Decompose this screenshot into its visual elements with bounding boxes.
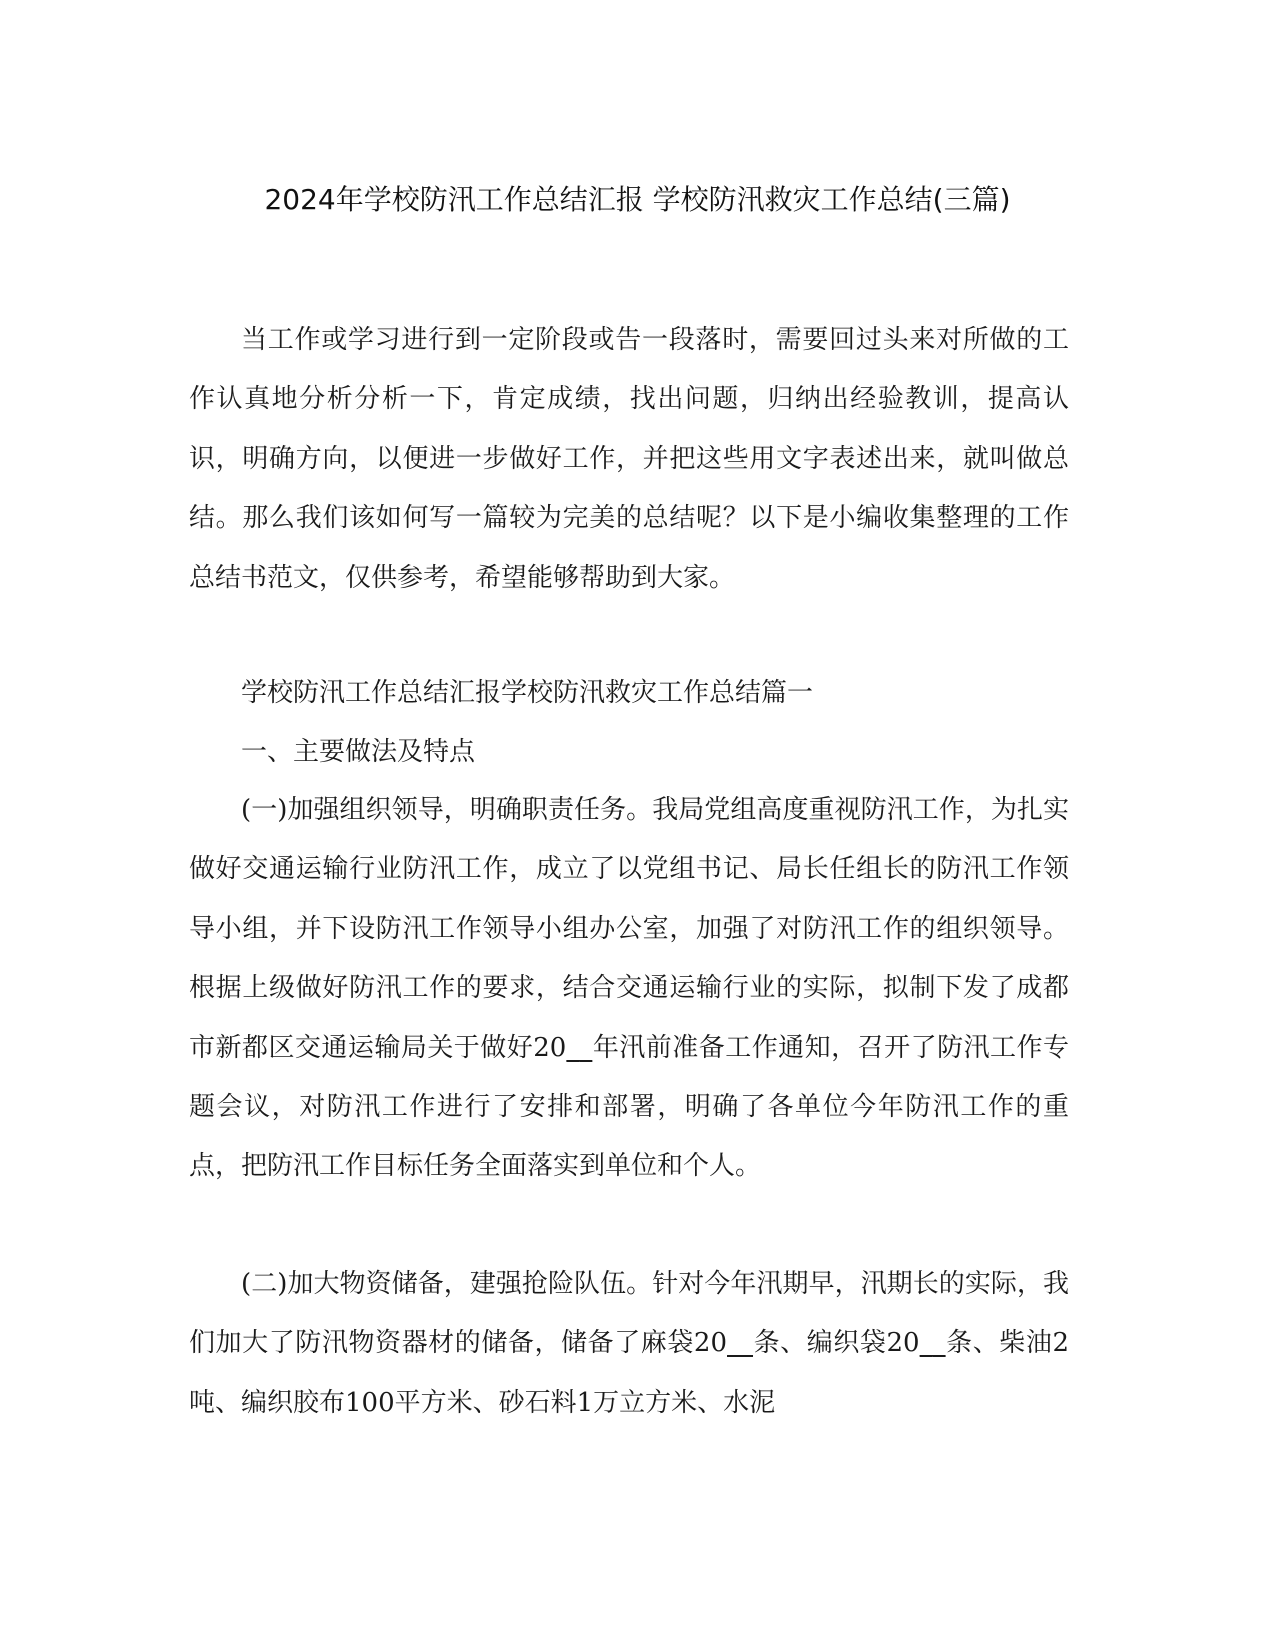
document-title: 2024年学校防汛工作总结汇报 学校防汛救灾工作总结(三篇) (264, 183, 1011, 216)
fill-blank: __ (919, 1328, 946, 1359)
subheading: 一、主要做法及特点 (241, 737, 476, 767)
paragraph-one-text (189, 781, 1069, 1197)
paragraph-two-part-b: 条、编织袋20 (753, 1328, 920, 1359)
paragraph-two (189, 1255, 1069, 1433)
paragraph-one-part-b: 年汛前准备工作通知，召开了防汛工作专题会议，对防汛工作进行了安排和部署，明确了各单位今年防汛工作的重点，把防汛工作目标任务全面落实到单位和个人。 (189, 1032, 1069, 1182)
fill-blank: __ (566, 1032, 593, 1063)
paragraph-one (189, 781, 1069, 1197)
fill-blank: __ (727, 1328, 754, 1359)
paragraph-two-text (189, 1255, 1069, 1433)
subheading-block (189, 723, 1069, 782)
intro-paragraph (189, 311, 1069, 608)
section-title: 学校防汛工作总结汇报学校防汛救灾工作总结篇一 (241, 678, 814, 708)
paragraph-one-part-a: (一)加强组织领导，明确职责任务。我局党组高度重视防汛工作，为扎实做好交通运输行业防汛工作，成立了以党组书记、局长任组长的防汛工作领导小组，并下设防汛工作领导小组办公室，加强了对防汛工作的组织领导。根据上级做好防汛工作的要求，结合交通运输行业的实际，拟制下发了成都市新都区交通运输局关于做好20 (189, 795, 1069, 1063)
intro-text: 当工作或学习进行到一定阶段或告一段落时，需要回过头来对所做的工作认真地分析分析一下，肯定成绩，找出问题，归纳出经验教训，提高认识，明确方向，以便进一步做好工作，并把这些用文字表述出来，就叫做总结。那么我们该如何写一篇较为完美的总结呢？以下是小编收集整理的工作总结书范文，仅供参考，希望能够帮助到大家。 (189, 325, 1069, 593)
section-title-block (189, 664, 1069, 723)
paragraph-two-part-a: (二)加大物资储备，建强抢险队伍。针对今年汛期早，汛期长的实际，我们加大了防汛物资器材的储备，储备了麻袋20 (189, 1269, 1069, 1359)
paragraph-two-part-c: 条、柴油2吨、编织胶布100平方米、砂石料1万立方米、水泥 (189, 1328, 1069, 1418)
